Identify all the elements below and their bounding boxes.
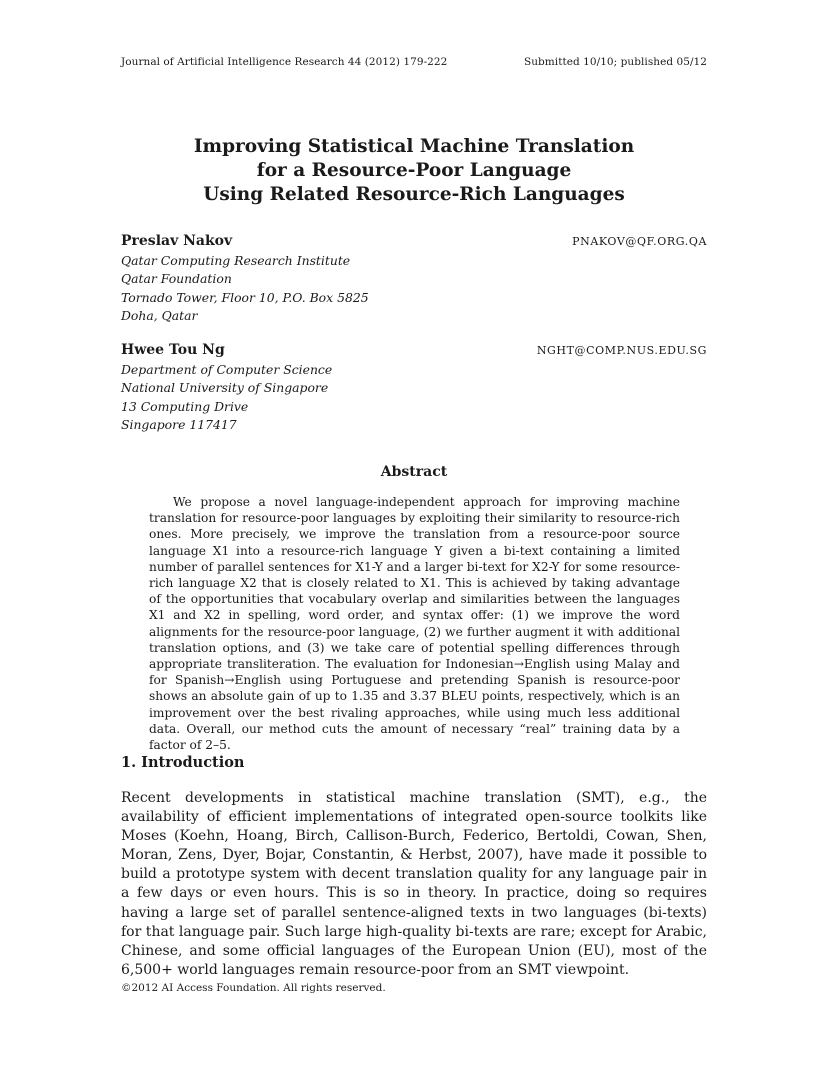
affiliation-line: Department of Computer Science	[121, 362, 333, 377]
affiliation-line: Tornado Tower, Floor 10, P.O. Box 5825	[121, 289, 369, 305]
author-name: Preslav Nakov	[121, 233, 233, 249]
section-heading: 1. Introduction	[121, 754, 245, 771]
paper-title	[0, 135, 828, 207]
submission-dates: Submitted 10/10; published 05/12	[523, 56, 707, 68]
affiliation-line: National University of Singapore	[121, 380, 329, 396]
affiliation-line: 13 Computing Drive	[121, 398, 249, 414]
journal-citation: Journal of Artificial Intelligence Research 44 (2012) 179-222	[121, 56, 448, 68]
affiliation-line: Singapore 117417	[121, 416, 237, 432]
author-block	[121, 233, 707, 325]
copyright-notice: ©2012 AI Access Foundation. All rights reserved.	[121, 982, 386, 994]
section-body	[121, 789, 707, 980]
affiliation-line: Qatar Foundation	[121, 271, 232, 287]
affiliation-line: Qatar Computing Research Institute	[121, 253, 351, 268]
author-affiliation	[121, 252, 707, 325]
author-block	[121, 342, 707, 434]
abstract-heading: Abstract	[380, 464, 448, 480]
author-email: PNAKOV@QF.ORG.QA	[572, 235, 707, 248]
title-line: for a Resource-Poor Language	[256, 160, 572, 181]
abstract-body	[149, 494, 680, 753]
title-line: Improving Statistical Machine Translation	[193, 136, 635, 157]
author-affiliation	[121, 361, 707, 434]
running-head	[121, 56, 707, 68]
body-paragraph: Recent developments in statistical machine translation (SMT), e.g., the availability of efficient implementations of integrated open-source toolkits like Moses (Koehn, Hoang, Birch, Callison-Burch, Federico, Bertoldi, Cowan, Shen, Moran, Zens, Dyer, Bojar, Constantin, & Herbst, 2007), have made it possible to build a prototype system with decent translation quality for any language pair in a few days or even hours. This is so in theory. In practice, doing so requires having a large set of parallel sentence-aligned texts in two languages (bi-texts) for that language pair. Such large high-quality bi-texts are rare; except for Arabic, Chinese, and some official languages of the European Union (EU), most of the 6,500+ world languages remain resource-poor from an SMT viewpoint.	[121, 790, 707, 978]
author-email: NGHT@COMP.NUS.EDU.SG	[536, 344, 707, 357]
affiliation-line: Doha, Qatar	[121, 307, 198, 323]
author-name: Hwee Tou Ng	[121, 342, 225, 358]
title-line: Using Related Resource-Rich Languages	[203, 184, 625, 205]
abstract-paragraph: We propose a novel language-independent approach for improving machine translation for resource-poor languages by exploiting their similarity to resource-rich ones. More precisely, we improve the translation from a resource-poor source language X1 into a resource-rich language Y given a bi-text containing a limited number of parallel sentences for X1-Y and a larger bi-text for X2-Y for some resource-rich language X2 that is closely related to X1. This is achieved by taking advantage of the opportunities that vocabulary overlap and similarities between the languages X1 and X2 in spelling, word order, and syntax offer: (1) we improve the word alignments for the resource-poor language, (2) we further augment it with additional translation options, and (3) we take care of potential spelling differences through appropriate transliteration. The evaluation for Indonesian→English using Malay and for Spanish→English using Portuguese and pretending Spanish is resource-poor shows an absolute gain of up to 1.35 and 3.37 BLEU points, respectively, which is an improvement over the best rivaling approaches, while using much less additional data. Overall, our method cuts the amount of necessary “real” training data by a factor of 2–5.	[149, 495, 680, 753]
